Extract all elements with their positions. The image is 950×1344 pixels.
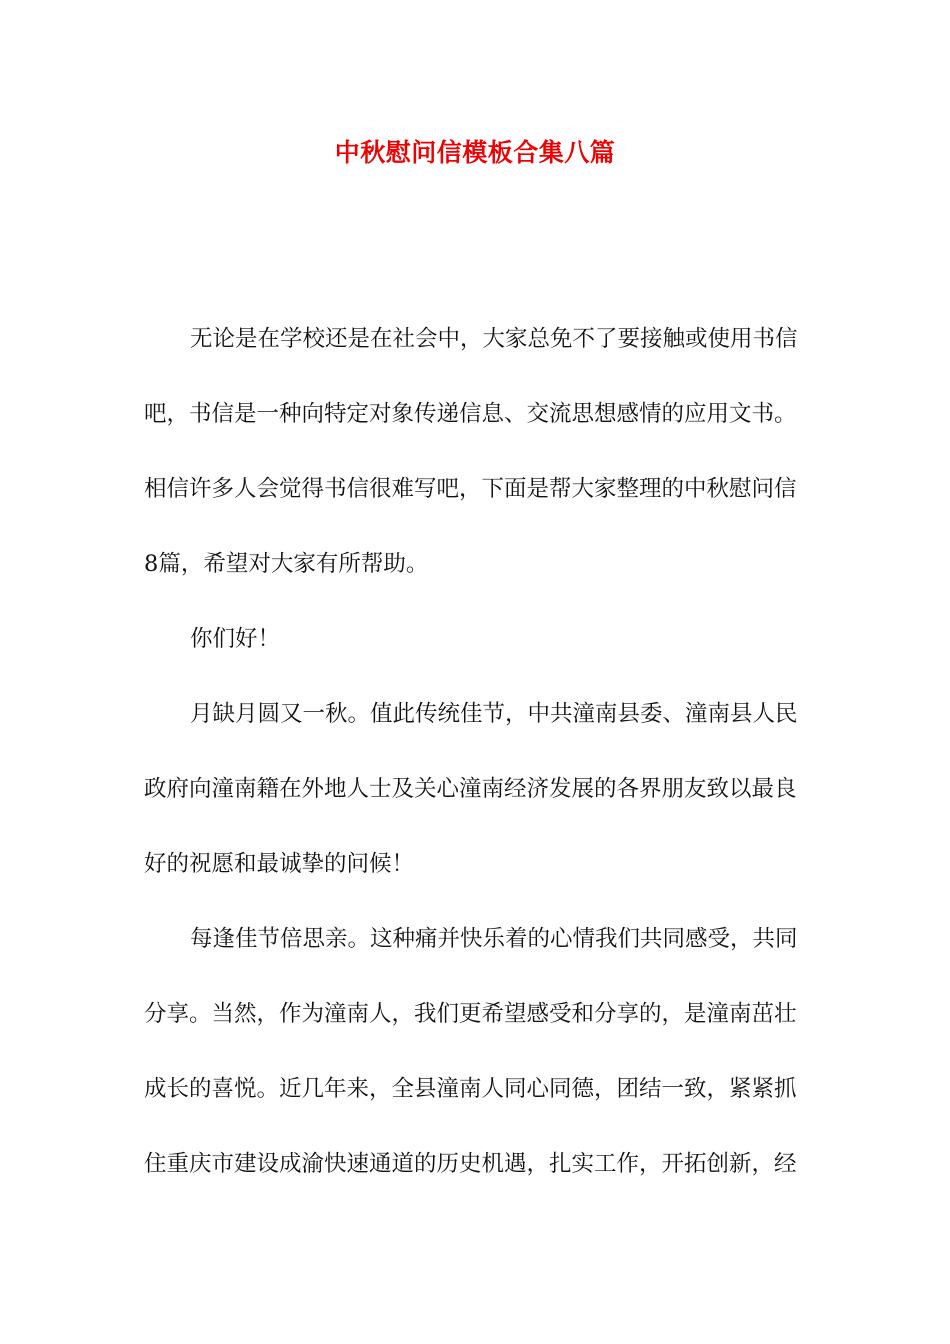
text-line: 分享。当然，作为潼南人，我们更希望感受和分享的，是潼南茁壮 [144,1001,797,1027]
text-line: 吧，书信是一种向特定对象传递信息、交流思想感情的应用文书。 [144,401,797,427]
text-line: 好的祝愿和最诚挚的问候！ [144,851,415,877]
text-line: 无论是在学校还是在社会中，大家总免不了要接触或使用书信 [190,326,798,352]
text-line: 政府向潼南籍在外地人士及关心潼南经济发展的各界朋友致以最良 [144,776,797,802]
text-line: 住重庆市建设成渝快速通道的历史机遇，扎实工作，开拓创新，经 [144,1151,797,1177]
text-line: 8篇，希望对大家有所帮助。 [144,551,429,577]
text-line: 你们好！ [190,626,281,652]
paragraph-development [144,918,806,1185]
paragraph-intro [144,318,806,585]
paragraph-greeting [144,618,806,660]
document-body [144,318,806,1218]
text-line: 成长的喜悦。近几年来，全县潼南人同心同德，团结一致，紧紧抓 [144,1076,797,1102]
text-line: 每逢佳节倍思亲。这种痛并快乐着的心情我们共同感受，共同 [190,926,798,952]
text-line: 月缺月圆又一秋。值此传统佳节，中共潼南县委、潼南县人民 [190,701,798,727]
text-line: 相信许多人会觉得书信很难写吧，下面是帮大家整理的中秋慰问信 [144,476,797,502]
document-title: 中秋慰问信模板合集八篇 [334,138,616,167]
paragraph-festival [144,693,806,885]
